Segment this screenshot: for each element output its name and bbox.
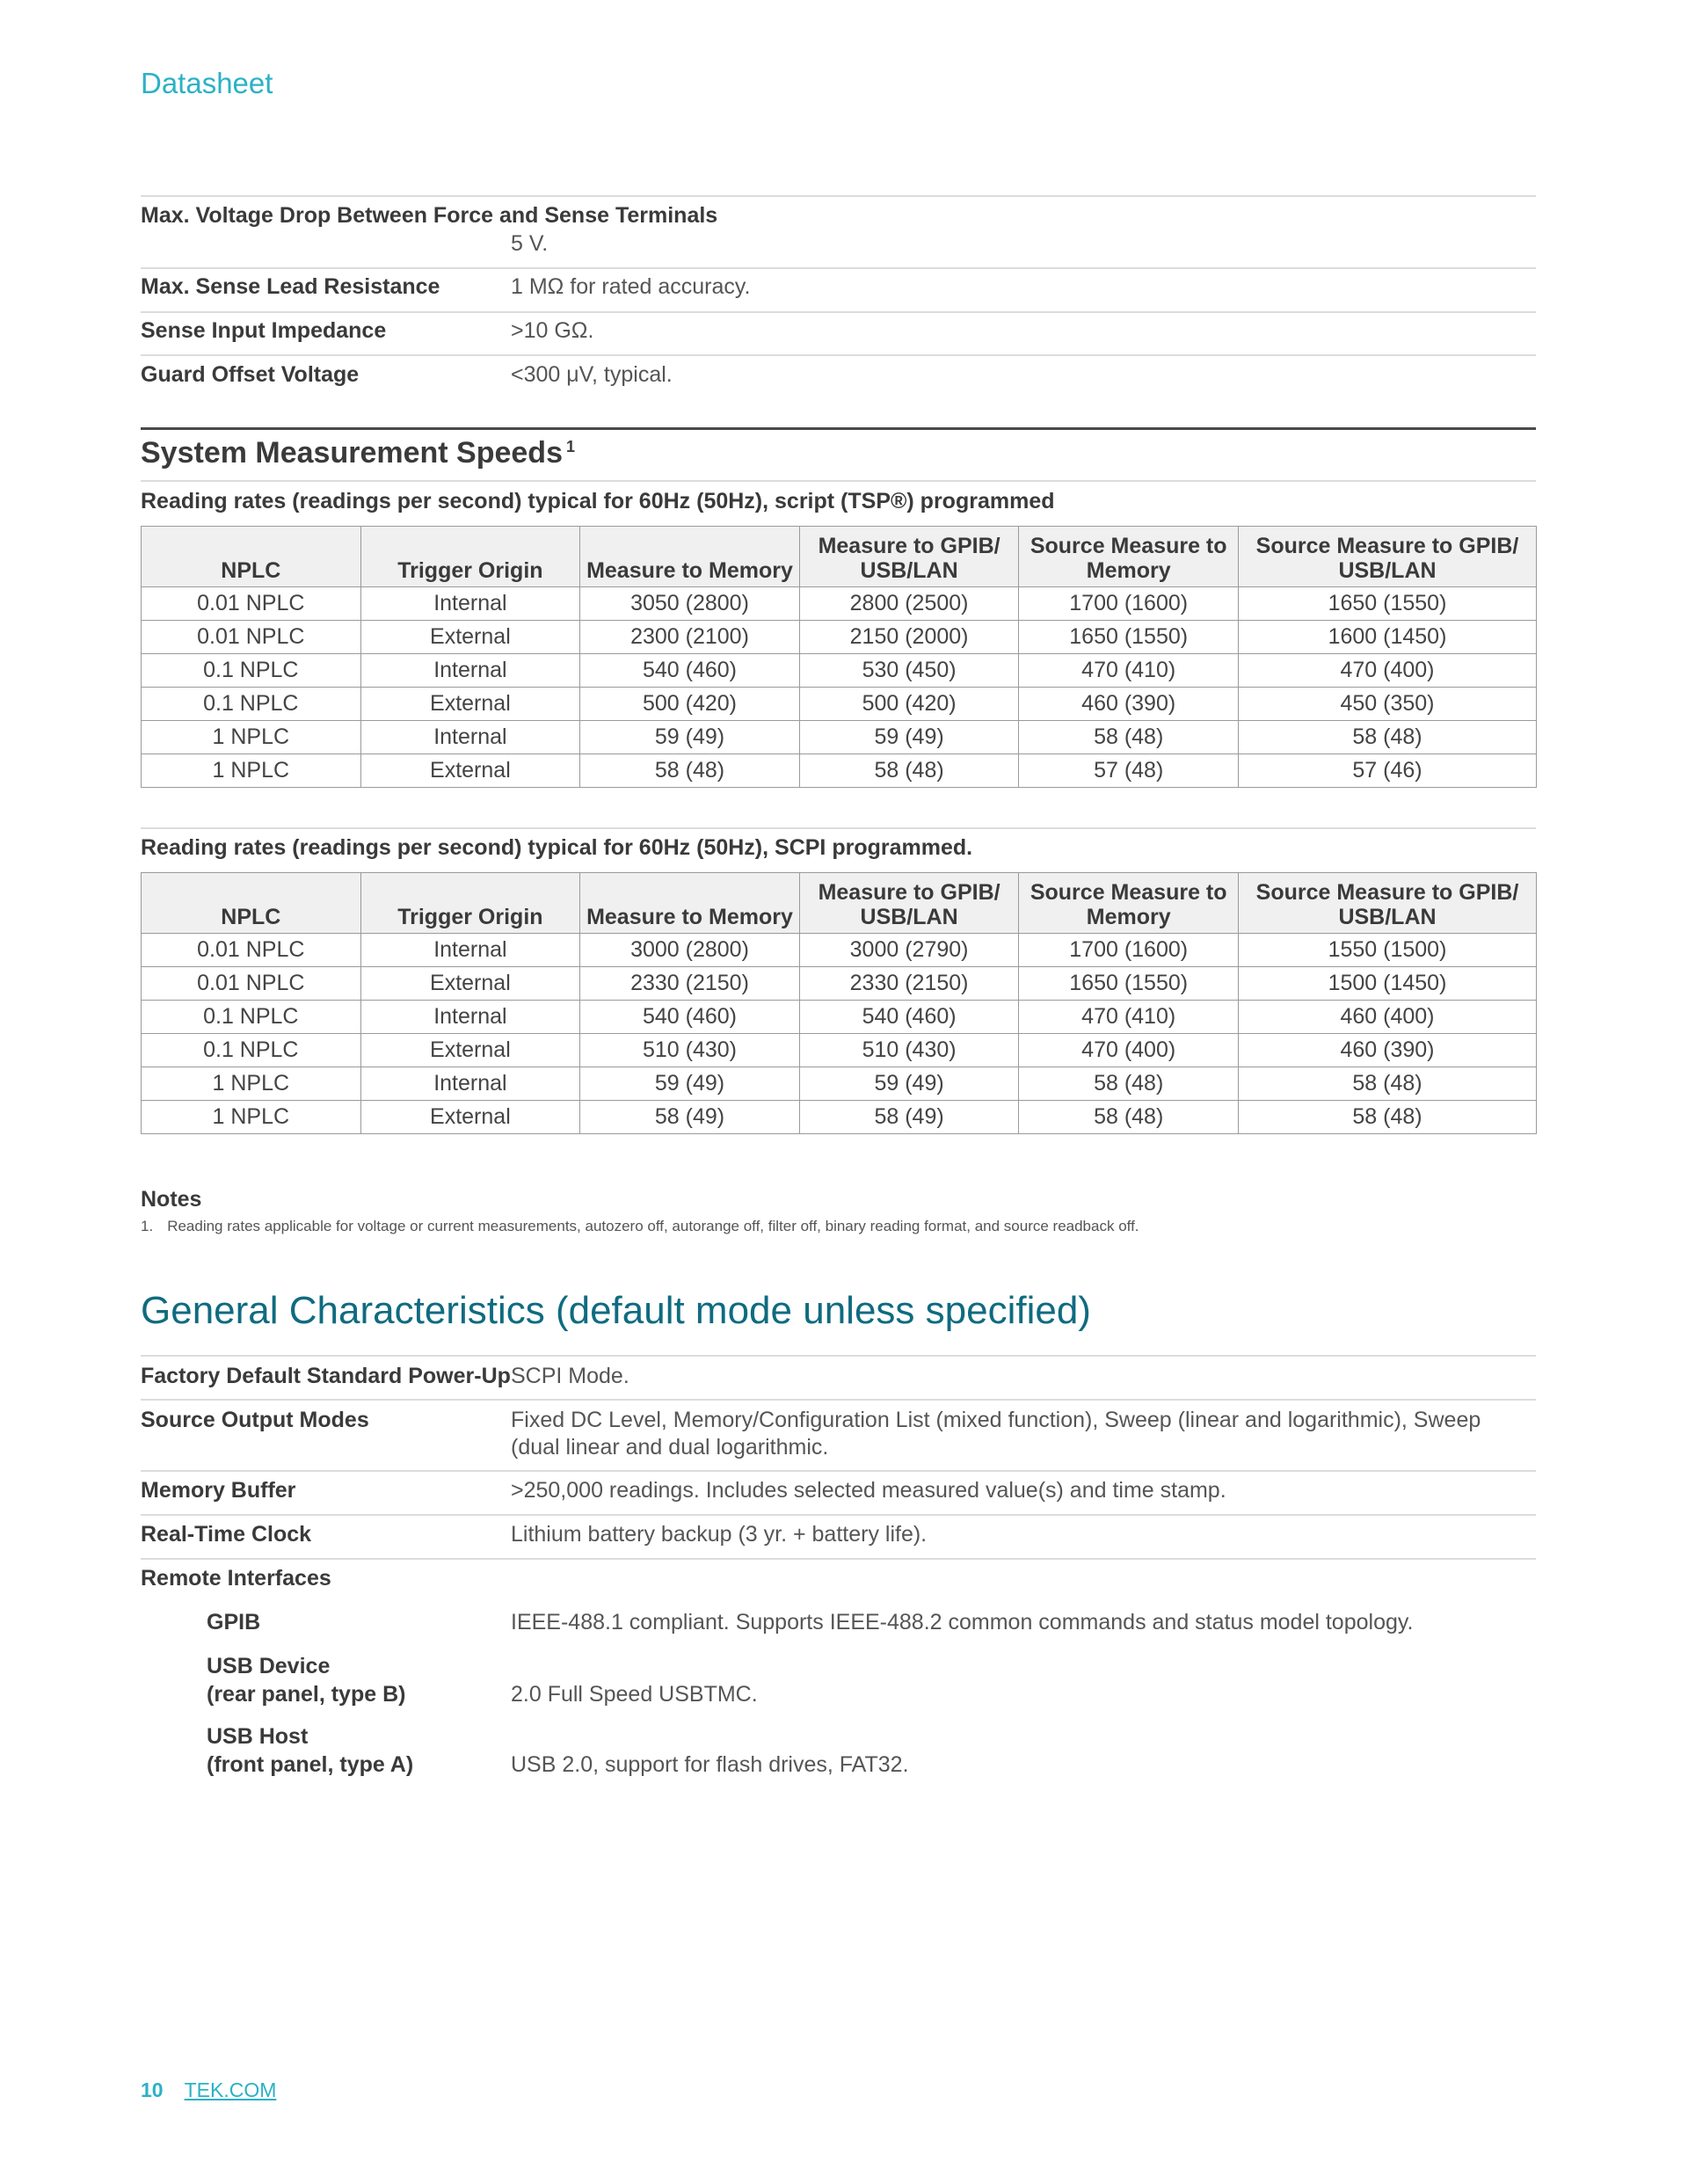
table-cell: 530 (450) (799, 654, 1019, 688)
table-row (142, 1034, 1537, 1067)
table-row (142, 621, 1537, 654)
spec-value: 5 V. (511, 231, 549, 256)
table-cell: 450 (350) (1239, 688, 1537, 721)
column-header: Source Measure to GPIB/ USB/LAN (1239, 527, 1537, 587)
spec-value: Lithium battery backup (3 yr. + battery life). (511, 1522, 928, 1547)
table-cell: 1600 (1450) (1239, 621, 1537, 654)
table-cell: External (360, 688, 580, 721)
interface-sublabel: (rear panel, type B) (207, 1682, 406, 1707)
table-cell: External (360, 621, 580, 654)
website-link[interactable]: TEK.COM (184, 2078, 277, 2101)
footnote-ref: 1 (565, 438, 575, 455)
table-cell: 1 NPLC (142, 721, 361, 754)
table-cell: 58 (48) (580, 754, 800, 788)
column-header: Measure to Memory (580, 527, 800, 587)
table-cell: 0.1 NPLC (142, 688, 361, 721)
table-cell: 1 NPLC (142, 1067, 361, 1101)
spec-label: Source Output Modes (141, 1408, 369, 1432)
table-cell: Internal (360, 1001, 580, 1034)
spec-value: Fixed DC Level, Memory/Configuration List (mixed function), Sweep (linear and logarithmic), Sweep (dual linear and dual logarithmic. (511, 1408, 1481, 1460)
table-cell: 58 (48) (1019, 1101, 1239, 1134)
table-row (142, 1067, 1537, 1101)
speeds-table-tsp (141, 526, 1537, 788)
table-cell: 2300 (2100) (580, 621, 800, 654)
table-cell: 58 (48) (1019, 1067, 1239, 1101)
table-cell: 510 (430) (799, 1034, 1019, 1067)
spec-value: >10 GΩ. (511, 318, 594, 343)
table-cell: 2330 (2150) (799, 967, 1019, 1001)
note-number: 1. (141, 1218, 154, 1234)
divider (141, 267, 1536, 269)
column-header: Trigger Origin (360, 527, 580, 587)
interface-sublabel: (front panel, type A) (207, 1752, 414, 1777)
column-header: NPLC (142, 527, 361, 587)
table-row (142, 654, 1537, 688)
table-cell: 0.1 NPLC (142, 1034, 361, 1067)
column-header: Trigger Origin (360, 873, 580, 934)
table-cell: 500 (420) (799, 688, 1019, 721)
remote-interfaces-label: Remote Interfaces (141, 1566, 331, 1591)
section-title (141, 436, 575, 470)
table-cell: 460 (390) (1019, 688, 1239, 721)
note-text: Reading rates applicable for voltage or current measurements, autozero off, autorange off, filter off, binary reading format, and source readback off. (167, 1218, 1139, 1234)
divider (141, 354, 1536, 356)
column-header: Measure to Memory (580, 873, 800, 934)
page-number: 10 (141, 2078, 164, 2101)
table-cell: Internal (360, 721, 580, 754)
table-caption: Reading rates (readings per second) typical for 60Hz (50Hz), script (TSP®) programmed (141, 489, 1055, 513)
table-cell: 0.1 NPLC (142, 1001, 361, 1034)
table-cell: 1 NPLC (142, 1101, 361, 1134)
divider (141, 1558, 1536, 1560)
interface-value: IEEE-488.1 compliant. Supports IEEE-488.2 common commands and status model topology. (511, 1610, 1414, 1634)
table-cell: Internal (360, 1067, 580, 1101)
speeds-table-scpi (141, 872, 1537, 1134)
table-cell: 540 (460) (799, 1001, 1019, 1034)
table-cell: Internal (360, 654, 580, 688)
note-item (141, 1218, 1139, 1235)
table-caption: Reading rates (readings per second) typical for 60Hz (50Hz), SCPI programmed. (141, 835, 973, 860)
general-title: General Characteristics (default mode unless specified) (141, 1289, 1091, 1332)
table-cell: 1500 (1450) (1239, 967, 1537, 1001)
table-cell: 470 (400) (1019, 1034, 1239, 1067)
spec-label: Memory Buffer (141, 1478, 296, 1503)
table-cell: 0.01 NPLC (142, 621, 361, 654)
column-header: Source Measure to Memory (1019, 527, 1239, 587)
column-header: NPLC (142, 873, 361, 934)
spec-value: SCPI Mode. (511, 1364, 629, 1388)
table-cell: 0.1 NPLC (142, 654, 361, 688)
table-cell: 58 (49) (580, 1101, 800, 1134)
column-header: Measure to GPIB/ USB/LAN (799, 527, 1019, 587)
column-header: Measure to GPIB/ USB/LAN (799, 873, 1019, 934)
table-cell: 0.01 NPLC (142, 967, 361, 1001)
table-cell: 460 (390) (1239, 1034, 1537, 1067)
table-row (142, 1001, 1537, 1034)
document-type-label: Datasheet (141, 67, 273, 99)
section-divider (141, 427, 1536, 430)
table-cell: 3000 (2790) (799, 934, 1019, 967)
column-header: Source Measure to Memory (1019, 873, 1239, 934)
table-cell: 3000 (2800) (580, 934, 800, 967)
footer (141, 2078, 276, 2102)
table-cell: 2150 (2000) (799, 621, 1019, 654)
table-row (142, 688, 1537, 721)
table-row (142, 721, 1537, 754)
table-cell: 58 (48) (1239, 721, 1537, 754)
table-header-row (142, 527, 1537, 587)
spec-value: 1 MΩ for rated accuracy. (511, 274, 751, 299)
table-cell: 510 (430) (580, 1034, 800, 1067)
interface-value: USB 2.0, support for flash drives, FAT32. (511, 1752, 909, 1777)
divider (141, 1399, 1536, 1401)
interface-value: 2.0 Full Speed USBTMC. (511, 1682, 758, 1707)
divider (141, 480, 1536, 482)
table-cell: External (360, 754, 580, 788)
divider (141, 827, 1536, 829)
table-cell: 59 (49) (580, 721, 800, 754)
table-cell: 2330 (2150) (580, 967, 800, 1001)
table-cell: 3050 (2800) (580, 587, 800, 621)
table-row (142, 754, 1537, 788)
interface-label: USB Device (207, 1654, 331, 1678)
table-cell: External (360, 1034, 580, 1067)
divider (141, 1470, 1536, 1472)
table-cell: 0.01 NPLC (142, 934, 361, 967)
table-cell: External (360, 1101, 580, 1134)
divider (141, 1355, 1536, 1357)
spec-label: Max. Voltage Drop Between Force and Sense Terminals (141, 203, 718, 228)
spec-label: Factory Default Standard Power-Up (141, 1364, 511, 1388)
table-cell: 1650 (1550) (1239, 587, 1537, 621)
interface-label: GPIB (207, 1610, 261, 1634)
table-row (142, 587, 1537, 621)
notes-title: Notes (141, 1187, 202, 1212)
table-cell: 1650 (1550) (1019, 967, 1239, 1001)
column-header: Source Measure to GPIB/ USB/LAN (1239, 873, 1537, 934)
table-cell: 1700 (1600) (1019, 587, 1239, 621)
table-cell: 470 (410) (1019, 1001, 1239, 1034)
table-cell: 57 (48) (1019, 754, 1239, 788)
spec-label: Real-Time Clock (141, 1522, 312, 1547)
table-cell: 460 (400) (1239, 1001, 1537, 1034)
table-cell: 470 (400) (1239, 654, 1537, 688)
table-cell: 57 (46) (1239, 754, 1537, 788)
spec-value: <300 μV, typical. (511, 362, 673, 387)
table-cell: 0.01 NPLC (142, 587, 361, 621)
interface-label: USB Host (207, 1724, 309, 1749)
table-cell: 540 (460) (580, 654, 800, 688)
table-cell: 58 (48) (1239, 1101, 1537, 1134)
spec-label: Guard Offset Voltage (141, 362, 360, 387)
table-cell: 1 NPLC (142, 754, 361, 788)
table-cell: 1650 (1550) (1019, 621, 1239, 654)
table-cell: 58 (49) (799, 1101, 1019, 1134)
spec-label: Max. Sense Lead Resistance (141, 274, 440, 299)
spec-label: Sense Input Impedance (141, 318, 387, 343)
table-cell: 1550 (1500) (1239, 934, 1537, 967)
table-cell: 500 (420) (580, 688, 800, 721)
table-cell: 59 (49) (799, 721, 1019, 754)
table-row (142, 967, 1537, 1001)
divider (141, 311, 1536, 313)
table-row (142, 1101, 1537, 1134)
table-cell: 1700 (1600) (1019, 934, 1239, 967)
divider (141, 1514, 1536, 1516)
table-cell: 59 (49) (580, 1067, 800, 1101)
spec-value: >250,000 readings. Includes selected measured value(s) and time stamp. (511, 1478, 1226, 1503)
table-cell: 58 (48) (1239, 1067, 1537, 1101)
table-cell: 59 (49) (799, 1067, 1019, 1101)
table-cell: Internal (360, 934, 580, 967)
table-cell: 470 (410) (1019, 654, 1239, 688)
table-cell: 540 (460) (580, 1001, 800, 1034)
table-cell: External (360, 967, 580, 1001)
table-header-row (142, 873, 1537, 934)
section-title-text: System Measurement Speeds (141, 436, 563, 470)
table-cell: 58 (48) (1019, 721, 1239, 754)
table-cell: 2800 (2500) (799, 587, 1019, 621)
divider (141, 195, 1536, 197)
table-cell: Internal (360, 587, 580, 621)
table-row (142, 934, 1537, 967)
table-cell: 58 (48) (799, 754, 1019, 788)
